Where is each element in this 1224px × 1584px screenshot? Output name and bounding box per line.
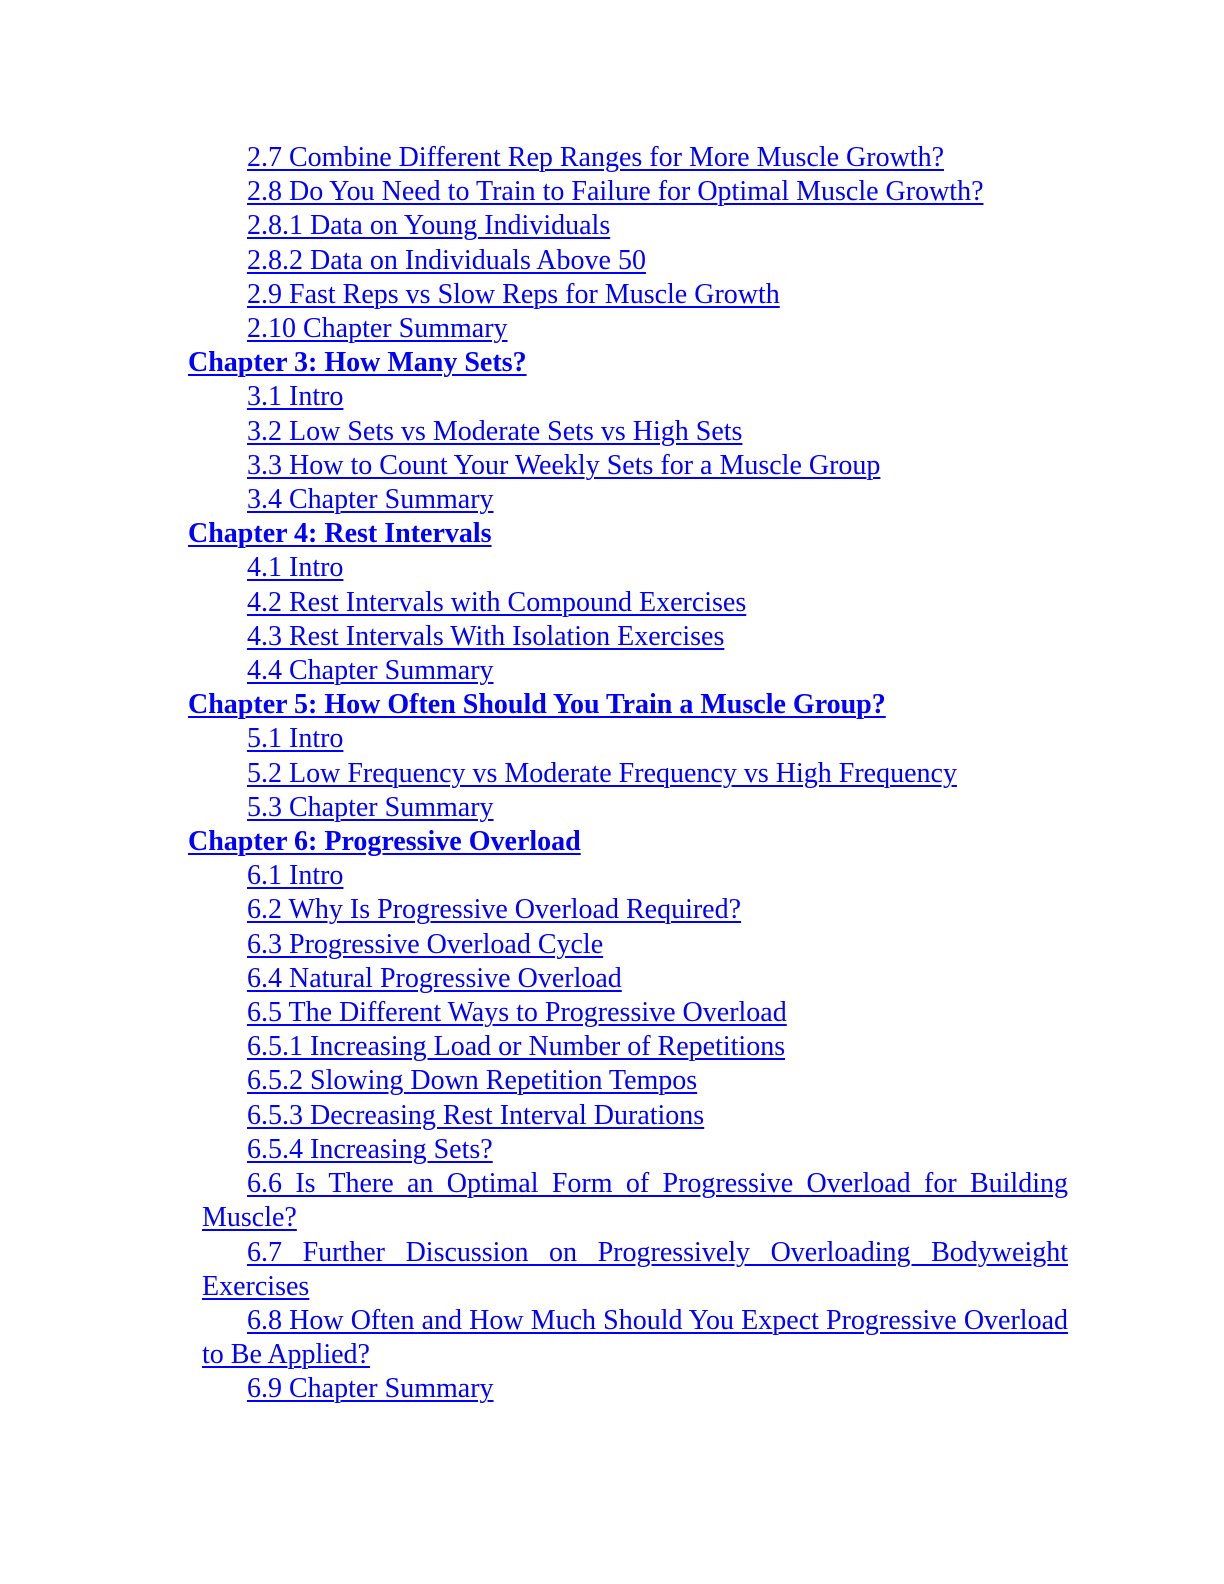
toc-link-6-9[interactable]: 6.9 Chapter Summary	[247, 1373, 494, 1405]
table-of-contents	[188, 141, 1068, 1407]
toc-link-4-3[interactable]: 4.3 Rest Intervals With Isolation Exercises	[247, 620, 725, 652]
toc-link-6-5-4[interactable]: 6.5.4 Increasing Sets?	[247, 1133, 493, 1165]
toc-link-3-4[interactable]: 3.4 Chapter Summary	[247, 484, 494, 516]
toc-link-6-8[interactable]: 6.8 How Often and How Much Should You Expect Progressive Overload to Be Applied?	[202, 1304, 1068, 1371]
toc-link-2-9[interactable]: 2.9 Fast Reps vs Slow Reps for Muscle Growth	[247, 278, 780, 310]
toc-link-6-7[interactable]: 6.7 Further Discussion on Progressively Overloading Bodyweight Exercises	[202, 1236, 1068, 1302]
toc-link-3-1[interactable]: 3.1 Intro	[247, 381, 344, 413]
toc-link-6-4[interactable]: 6.4 Natural Progressive Overload	[247, 962, 622, 994]
toc-link-2-7[interactable]: 2.7 Combine Different Rep Ranges for More Muscle Growth?	[247, 142, 944, 173]
toc-link-chapter-4[interactable]: Chapter 4: Rest Intervals	[188, 518, 492, 550]
toc-link-5-3[interactable]: 5.3 Chapter Summary	[247, 791, 494, 823]
toc-link-6-3[interactable]: 6.3 Progressive Overload Cycle	[247, 928, 604, 960]
toc-link-chapter-5[interactable]: Chapter 5: How Often Should You Train a Muscle Group?	[188, 689, 886, 721]
toc-link-2-8[interactable]: 2.8 Do You Need to Train to Failure for Optimal Muscle Growth?	[247, 176, 984, 208]
toc-link-2-8-1[interactable]: 2.8.1 Data on Young Individuals	[247, 210, 611, 242]
toc-link-6-2[interactable]: 6.2 Why Is Progressive Overload Required?	[247, 894, 742, 926]
toc-link-6-1[interactable]: 6.1 Intro	[247, 860, 344, 892]
toc-link-2-10[interactable]: 2.10 Chapter Summary	[247, 313, 508, 345]
toc-link-3-3[interactable]: 3.3 How to Count Your Weekly Sets for a Muscle Group	[247, 449, 881, 481]
toc-link-4-1[interactable]: 4.1 Intro	[247, 552, 344, 584]
toc-link-4-2[interactable]: 4.2 Rest Intervals with Compound Exercises	[247, 586, 747, 618]
toc-link-6-5-2[interactable]: 6.5.2 Slowing Down Repetition Tempos	[247, 1065, 698, 1097]
toc-link-4-4[interactable]: 4.4 Chapter Summary	[247, 655, 494, 687]
toc-link-3-2[interactable]: 3.2 Low Sets vs Moderate Sets vs High Sets	[247, 415, 743, 447]
toc-link-5-1[interactable]: 5.1 Intro	[247, 723, 344, 755]
toc-link-6-6[interactable]: 6.6 Is There an Optimal Form of Progressive Overload for Building Muscle?	[202, 1168, 1068, 1234]
toc-link-chapter-6[interactable]: Chapter 6: Progressive Overload	[188, 826, 581, 858]
toc-link-6-5-1[interactable]: 6.5.1 Increasing Load or Number of Repetitions	[247, 1031, 786, 1063]
toc-link-6-5[interactable]: 6.5 The Different Ways to Progressive Overload	[247, 997, 787, 1029]
toc-link-2-8-2[interactable]: 2.8.2 Data on Individuals Above 50	[247, 244, 646, 276]
toc-link-6-5-3[interactable]: 6.5.3 Decreasing Rest Interval Durations	[247, 1099, 705, 1131]
toc-link-5-2[interactable]: 5.2 Low Frequency vs Moderate Frequency vs High Frequency	[247, 757, 957, 789]
toc-link-chapter-3[interactable]: Chapter 3: How Many Sets?	[188, 347, 527, 379]
